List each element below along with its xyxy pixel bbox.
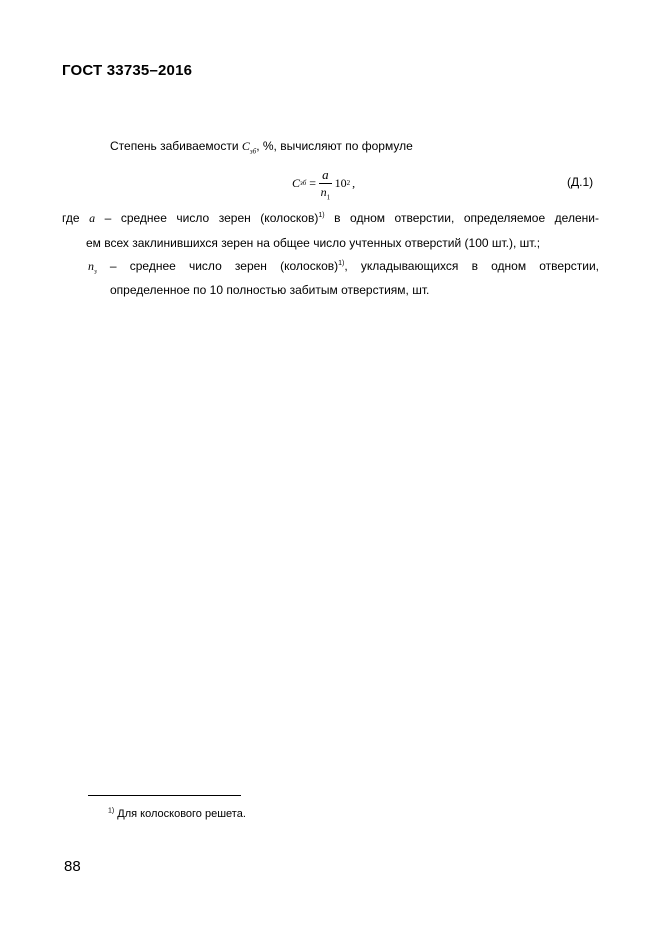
- where-label: где: [62, 211, 80, 225]
- formula-c: C: [292, 175, 301, 190]
- definition-a-part2: в одном отверстии, определяемое делени-: [334, 211, 599, 225]
- footnote-ref-2: 1): [338, 260, 345, 267]
- footnote-mark: 1): [108, 807, 115, 815]
- intro-suffix: , %, вычисляют по формуле: [256, 139, 413, 153]
- definition-n-part2: , укладывающихся в одном отверстии,: [344, 259, 599, 273]
- footnote: [108, 808, 246, 820]
- formula-fraction: [319, 168, 332, 199]
- formula-den-var: n: [320, 184, 327, 199]
- formula-numerator: a: [319, 168, 332, 184]
- variable-n-subscript: з: [94, 267, 97, 276]
- symbol-c-subscript: зб: [249, 147, 257, 156]
- formula-equals: =: [309, 175, 317, 190]
- definition-a-line2: ем всех заклинившихся зерен на общее число учтенных отверстий (100 шт.), шт.;: [86, 236, 541, 250]
- footnote-text: Для колоскового решета.: [117, 808, 246, 820]
- definition-n-part1: – среднее число зерен (колосков): [109, 259, 339, 273]
- definition-a-part1: – среднее число зерен (колосков): [104, 211, 319, 225]
- formula-denominator: [321, 184, 331, 199]
- formula: C зб = $\frac{a}{n_1}$ 10 2 ,: [292, 166, 356, 201]
- variable-a: a: [89, 211, 96, 225]
- variable-n: n: [88, 259, 94, 273]
- footnote-ref-1: 1): [318, 212, 325, 219]
- definition-n-line2: определенное по 10 полностью забитым отверстиям, шт.: [110, 283, 430, 297]
- formula-number: (Д.1): [567, 175, 594, 189]
- intro-line: [110, 138, 413, 154]
- definition-n-line1: [88, 258, 599, 274]
- page-number: 88: [64, 858, 81, 875]
- footnote-separator: [88, 795, 241, 796]
- formula-power-base: 10: [334, 175, 347, 190]
- formula-tail: ,: [352, 175, 356, 190]
- symbol-c: C: [241, 139, 250, 153]
- intro-prefix: Степень забиваемости: [110, 139, 239, 153]
- definition-a-line1: [62, 210, 599, 226]
- formula-den-subscript: 1: [326, 192, 331, 201]
- document-header: ГОСТ 33735–2016: [62, 62, 193, 79]
